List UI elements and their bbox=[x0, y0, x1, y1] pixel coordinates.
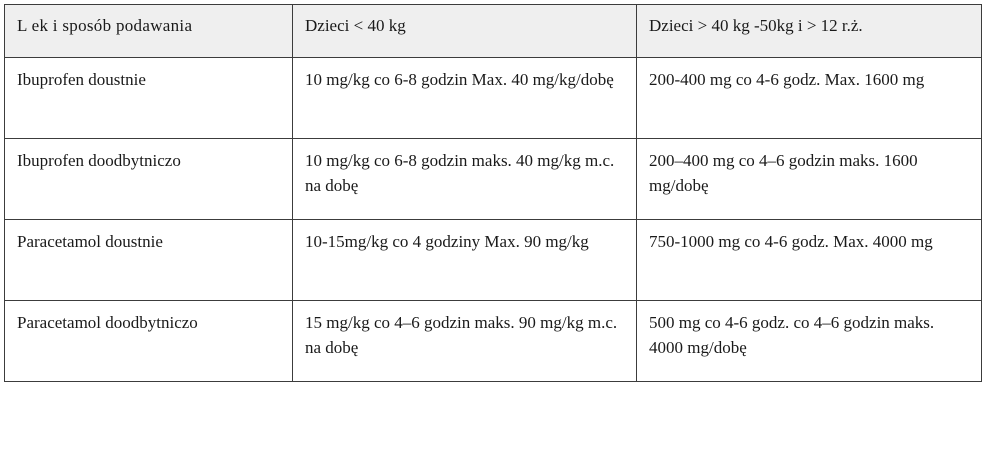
cell-drug-and-route: Ibuprofen doodbytniczo bbox=[5, 139, 293, 220]
table-row bbox=[5, 301, 982, 382]
cell-drug-and-route: Ibuprofen doustnie bbox=[5, 58, 293, 139]
table-body bbox=[5, 58, 982, 382]
table-row bbox=[5, 220, 982, 301]
cell-dose-over-40kg: 200-400 mg co 4-6 godz. Max. 1600 mg bbox=[637, 58, 982, 139]
cell-dose-over-40kg: 500 mg co 4-6 godz. co 4–6 godzin maks. 4000 mg/dobę bbox=[637, 301, 982, 382]
column-header-children-under-40kg: Dzieci < 40 kg bbox=[293, 5, 637, 58]
table-header-row bbox=[5, 5, 982, 58]
cell-dose-under-40kg: 10 mg/kg co 6-8 godzin maks. 40 mg/kg m.c. na dobę bbox=[293, 139, 637, 220]
cell-drug-and-route: Paracetamol doodbytniczo bbox=[5, 301, 293, 382]
table-row bbox=[5, 139, 982, 220]
cell-dose-under-40kg: 10-15mg/kg co 4 godziny Max. 90 mg/kg bbox=[293, 220, 637, 301]
table-row bbox=[5, 58, 982, 139]
table-header bbox=[5, 5, 982, 58]
cell-dose-over-40kg: 200–400 mg co 4–6 godzin maks. 1600 mg/dobę bbox=[637, 139, 982, 220]
cell-dose-under-40kg: 15 mg/kg co 4–6 godzin maks. 90 mg/kg m.c. na dobę bbox=[293, 301, 637, 382]
cell-dose-under-40kg: 10 mg/kg co 6-8 godzin Max. 40 mg/kg/dobę bbox=[293, 58, 637, 139]
dosing-table bbox=[4, 4, 982, 382]
column-header-children-over-40kg: Dzieci > 40 kg -50kg i > 12 r.ż. bbox=[637, 5, 982, 58]
cell-dose-over-40kg: 750-1000 mg co 4-6 godz. Max. 4000 mg bbox=[637, 220, 982, 301]
column-header-drug-and-route: L ek i sposób podawania bbox=[5, 5, 293, 58]
cell-drug-and-route: Paracetamol doustnie bbox=[5, 220, 293, 301]
